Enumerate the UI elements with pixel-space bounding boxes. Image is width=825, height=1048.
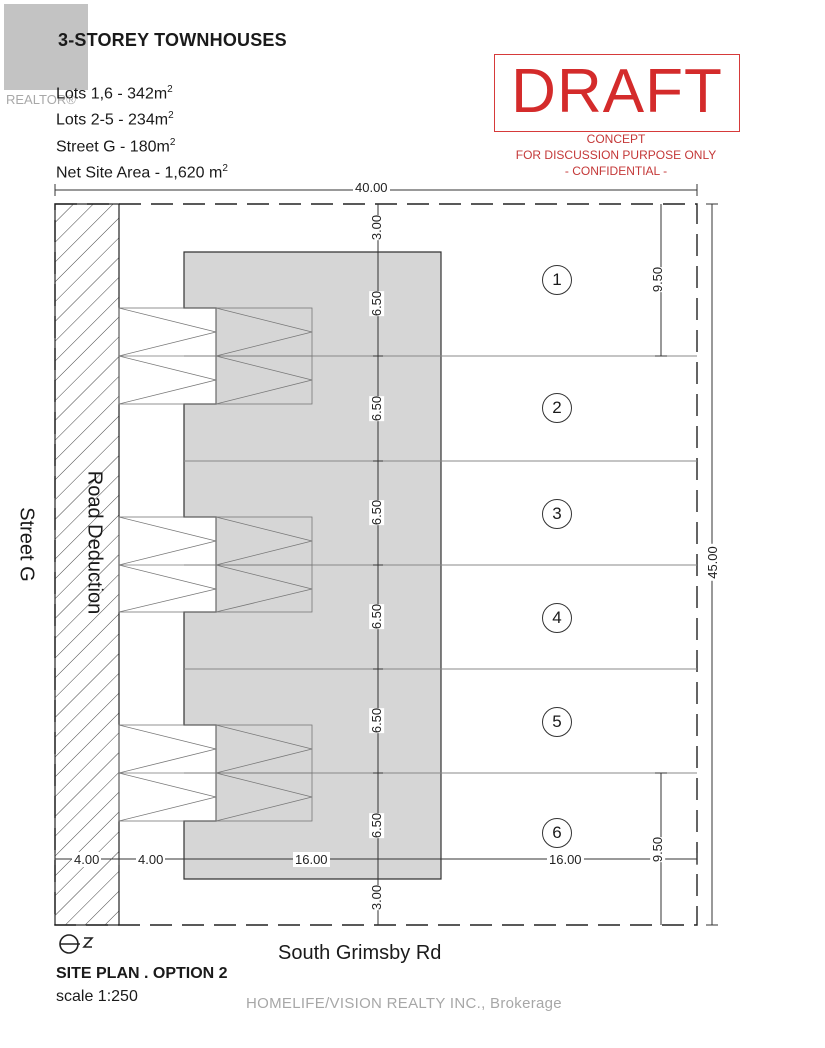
- road-deduction-label: Road Deduction: [83, 470, 106, 615]
- dim-unit-5: 6.50: [369, 707, 385, 734]
- dim-lot6-side: 9.50: [650, 836, 666, 863]
- lot-number-5: 5: [542, 707, 572, 737]
- net-site-area: Net Site Area - 1,620 $m^2$: [56, 162, 228, 182]
- dim-front-setback: 4.00: [138, 852, 164, 867]
- lots-1-6-area: Lots $1,6 - 342m^2$: [56, 84, 173, 103]
- dim-rear-yard: 16.00: [549, 852, 582, 867]
- street-g-area: Street G - $180m^2$: [56, 136, 176, 155]
- draft-word: DRAFT: [511, 57, 723, 126]
- dim-unit-1: 6.50: [369, 290, 385, 317]
- dim-top-setback: 3.00: [369, 214, 385, 241]
- north-arrow-icon: [60, 935, 92, 953]
- dim-bottom-setback: 3.00: [369, 884, 385, 911]
- lot-number-6: 6: [542, 818, 572, 848]
- south-grimsby-label: South Grimsby Rd: [278, 942, 442, 964]
- dim-top-width: 40.00: [355, 180, 388, 195]
- site-plan-title: SITE PLAN . OPTION 2: [56, 965, 228, 982]
- lot-number-4: 4: [542, 603, 572, 633]
- dim-lot1-side: 9.50: [650, 266, 666, 293]
- lot-number-1: 1: [542, 265, 572, 295]
- dim-unit-2: 6.50: [369, 395, 385, 422]
- street-g-label: Street G: [15, 507, 38, 582]
- dim-unit-4: 6.50: [369, 603, 385, 630]
- drawing-title: 3-STOREY TOWNHOUSES: [58, 30, 287, 50]
- dim-unit-3: 6.50: [369, 499, 385, 526]
- draft-confidential: - CONFIDENTIAL -: [564, 164, 668, 178]
- townhouse-block: [184, 252, 441, 879]
- dim-road-deduction: 4.00: [74, 852, 100, 867]
- draft-discussion: FOR DISCUSSION PURPOSE ONLY: [515, 148, 717, 162]
- brokerage-watermark: HOMELIFE/VISION REALTY INC., Brokerage: [246, 995, 562, 1012]
- dim-right-height: 45.00: [704, 546, 720, 579]
- lots-2-5-area: Lots $2-5 - 234m^2$: [56, 110, 174, 129]
- scale-label: scale 1:250: [56, 988, 138, 1005]
- lot-number-2: 2: [542, 393, 572, 423]
- dim-unit-6: 6.50: [369, 812, 385, 839]
- realtor-logo-text: REALTOR®: [6, 92, 76, 107]
- draft-concept: CONCEPT: [586, 132, 646, 146]
- lot-number-3: 3: [542, 499, 572, 529]
- dim-building-depth: 16.00: [295, 852, 328, 867]
